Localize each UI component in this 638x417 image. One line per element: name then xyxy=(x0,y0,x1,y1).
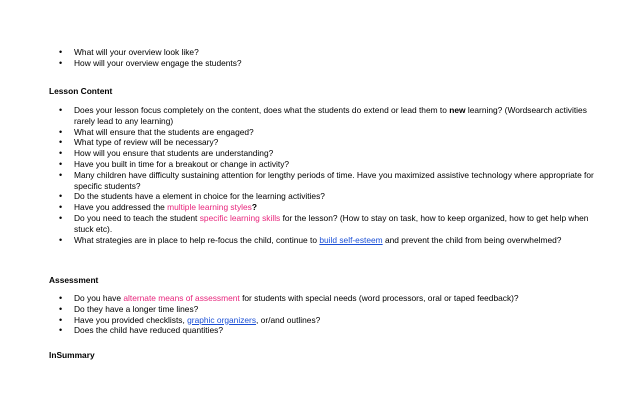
list-item: • Does the child have reduced quantities? xyxy=(49,325,597,336)
item-text: learning? (Wordsearch activities rarely lead to any learning) xyxy=(74,105,587,126)
item-text: and prevent the child from being overwhelmed? xyxy=(382,234,562,245)
list-item: • How will you ensure that students are understanding? xyxy=(49,148,597,159)
list-item: • Have you built in time for a breakout or change in activity? xyxy=(49,159,597,170)
list-item: • What type of review will be necessary? xyxy=(49,137,597,148)
list-item: • Do they have a longer time lines? xyxy=(49,304,597,315)
highlight-alternate-means-of-assessment: alternate means of assessment xyxy=(123,293,240,303)
list-item xyxy=(49,202,597,213)
build-self-esteem-link[interactable]: build self-esteem xyxy=(319,234,383,245)
emphasis-new: new xyxy=(449,105,466,115)
assessment-list xyxy=(49,293,597,336)
list-item xyxy=(49,235,597,246)
list-item: • How will your overview engage the students? xyxy=(49,58,597,69)
highlight-specific-learning-skills: specific learning skills xyxy=(199,212,281,223)
item-text: Does your lesson focus completely on the content, does what the students do extend or lead them to xyxy=(74,105,450,115)
highlight-multiple-learning-styles: multiple learning styles xyxy=(167,202,252,213)
item-text: ? xyxy=(251,202,257,213)
item-text: Do you have xyxy=(74,293,124,303)
overview-list xyxy=(49,47,597,69)
list-item xyxy=(49,293,597,304)
list-item: • Do the students have a element in choice for the learning activities? xyxy=(49,191,597,202)
assessment-heading: Assessment xyxy=(49,275,99,285)
list-item: • What will ensure that the students are engaged? xyxy=(49,127,597,138)
list-item xyxy=(49,105,597,127)
lesson-content-list xyxy=(49,105,597,245)
list-item xyxy=(49,315,597,326)
in-summary-heading: InSummary xyxy=(49,350,95,360)
item-text: , or/and outlines? xyxy=(256,314,321,325)
item-text: Have you provided checklists, xyxy=(74,314,188,325)
list-item: • Many children have difficulty sustaining attention for lengthy periods of time. Have you maximized assistive technology where appropriate for specific students? xyxy=(49,170,597,192)
item-text: Do you need to teach the student xyxy=(74,212,200,223)
graphic-organizers-link[interactable]: graphic organizers xyxy=(187,314,257,325)
list-item xyxy=(49,213,597,235)
lesson-content-heading: Lesson Content xyxy=(49,86,113,96)
item-text: for students with special needs (word processors, oral or taped feedback)? xyxy=(239,293,519,303)
item-text: What strategies are in place to help re-focus the child, continue to xyxy=(74,234,320,245)
item-text: for the lesson? (How to stay on task, how to keep organized, how to get help when stuck etc). xyxy=(74,212,589,234)
item-text: Have you addressed the xyxy=(74,202,168,213)
list-item: • What will your overview look like? xyxy=(49,47,597,58)
